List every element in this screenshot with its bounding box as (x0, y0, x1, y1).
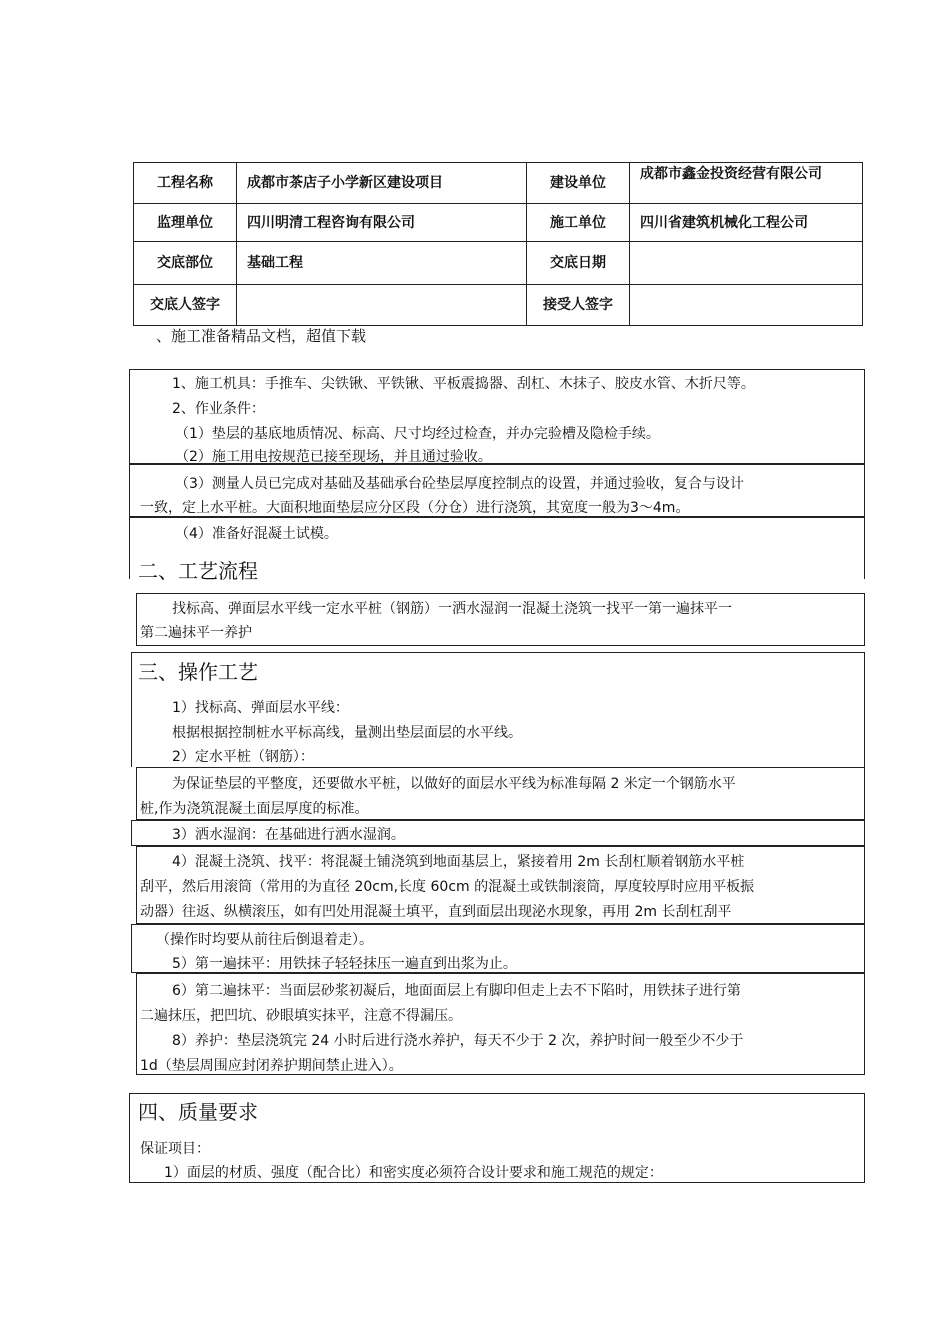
section1-line: （4）准备好混凝土试模。 (175, 526, 338, 542)
part-value: 基础工程 (237, 242, 527, 285)
section3-line: 8）养护：垫层浇筑完 24 小时后进行浇水养护，每天不少于 2 次，养护时间一般至少不少于 (172, 1033, 744, 1049)
signer-value (237, 285, 527, 326)
section3-line: 6）第二遍抹平：当面层砂浆初凝后，地面面层上有脚印但走上去不下陷时，用铁抹子进行第 (172, 983, 741, 999)
section1-line: （2）施工用电按规范已接至现场，并且通过验收。 (175, 449, 492, 465)
table-row (134, 242, 863, 285)
project-name-value: 成都市茶店子小学新区建设项目 (237, 163, 527, 204)
section3-line: 根据根据控制桩水平标高线，量测出垫层面层的水平线。 (172, 725, 522, 741)
signer-label: 交底人签字 (134, 285, 237, 326)
section1-line: 一致，定上水平桩。大面积地面垫层应分区段（分仓）进行浇筑，其宽度一般为3～4m。 (140, 500, 690, 516)
section3-line: 2）定水平桩（钢筋）： (172, 749, 314, 765)
section2-line: 找标高、弹面层水平线一定水平桩（钢筋）一洒水湿润一混凝土浇筑一找平一第一遍抹平一 (172, 601, 732, 617)
contractor-value: 四川省建筑机械化工程公司 (630, 204, 863, 242)
section3-line: 3）洒水湿润：在基础进行洒水湿润。 (172, 827, 405, 843)
table-row (134, 163, 863, 204)
section3-line: 二遍抹压，把凹坑、砂眼填实抹平，注意不得漏压。 (140, 1008, 462, 1024)
section1-line: 2、作业条件： (172, 401, 265, 417)
section3-line: 为保证垫层的平整度，还要做水平桩，以做好的面层水平线为标准每隔 2 米定一个钢筋水平 (172, 776, 736, 792)
section1-title: 、施工准备精品文档，超值下载 (156, 327, 367, 345)
section3-line: 刮平，然后用滚筒（常用的为直径 20cm,长度 60cm 的混凝土或铁制滚筒，厚度较厚时应用平板振 (140, 879, 755, 895)
builder-label: 建设单位 (527, 163, 630, 204)
part-label: 交底部位 (134, 242, 237, 285)
section3-line: 1）找标高、弹面层水平线： (172, 700, 349, 716)
section1-line: （3）测量人员已完成对基础及基础承台砼垫层厚度控制点的设置，并通过验收，复合与设计 (175, 476, 744, 492)
table-row (134, 204, 863, 242)
date-value (630, 242, 863, 285)
builder-value: 成都市鑫金投资经营有限公司 (630, 163, 863, 204)
section2-heading: 二、工艺流程 (138, 559, 258, 583)
section3-line: （操作时均要从前往后倒退着走）。 (156, 932, 373, 948)
supervisor-label: 监理单位 (134, 204, 237, 242)
receiver-label: 接受人签字 (527, 285, 630, 326)
section1-line: 1、施工机具：手推车、尖铁锹、平铁锹、平板震捣器、刮杠、木抹子、胶皮水管、木折尺等。 (172, 376, 755, 392)
section4-heading: 四、质量要求 (138, 1100, 258, 1124)
section3-line: 动器）往返、纵横滚压，如有凹处用混凝土填平，直到面层出现泌水现象，再用 2m 长刮杠刮平 (140, 904, 732, 920)
section3-heading: 三、操作工艺 (138, 660, 258, 684)
section1-line: （1）垫层的基底地质情况、标高、尺寸均经过检查，并办完验槽及隐检手续。 (175, 426, 660, 442)
supervisor-value: 四川明清工程咨询有限公司 (237, 204, 527, 242)
contractor-label: 施工单位 (527, 204, 630, 242)
section3-line: 1d（垫层周围应封闭养护期间禁止进入）。 (140, 1058, 403, 1074)
project-info-table (133, 162, 863, 326)
section3-line: 4）混凝土浇筑、找平：将混凝土铺浇筑到地面基层上，紧接着用 2m 长刮杠顺着钢筋水平桩 (172, 854, 745, 870)
table-row (134, 285, 863, 326)
date-label: 交底日期 (527, 242, 630, 285)
section3-line: 桩,作为浇筑混凝土面层厚度的标准。 (140, 801, 369, 817)
section4-line: 1）面层的材质、强度（配合比）和密实度必须符合设计要求和施工规范的规定： (164, 1165, 663, 1181)
section2-line: 第二遍抹平一养护 (140, 625, 252, 641)
section4-line: 保证项目： (140, 1141, 210, 1157)
receiver-value (630, 285, 863, 326)
project-name-label: 工程名称 (134, 163, 237, 204)
section3-line: 5）第一遍抹平：用铁抹子轻轻抹压一遍直到出浆为止。 (172, 956, 517, 972)
